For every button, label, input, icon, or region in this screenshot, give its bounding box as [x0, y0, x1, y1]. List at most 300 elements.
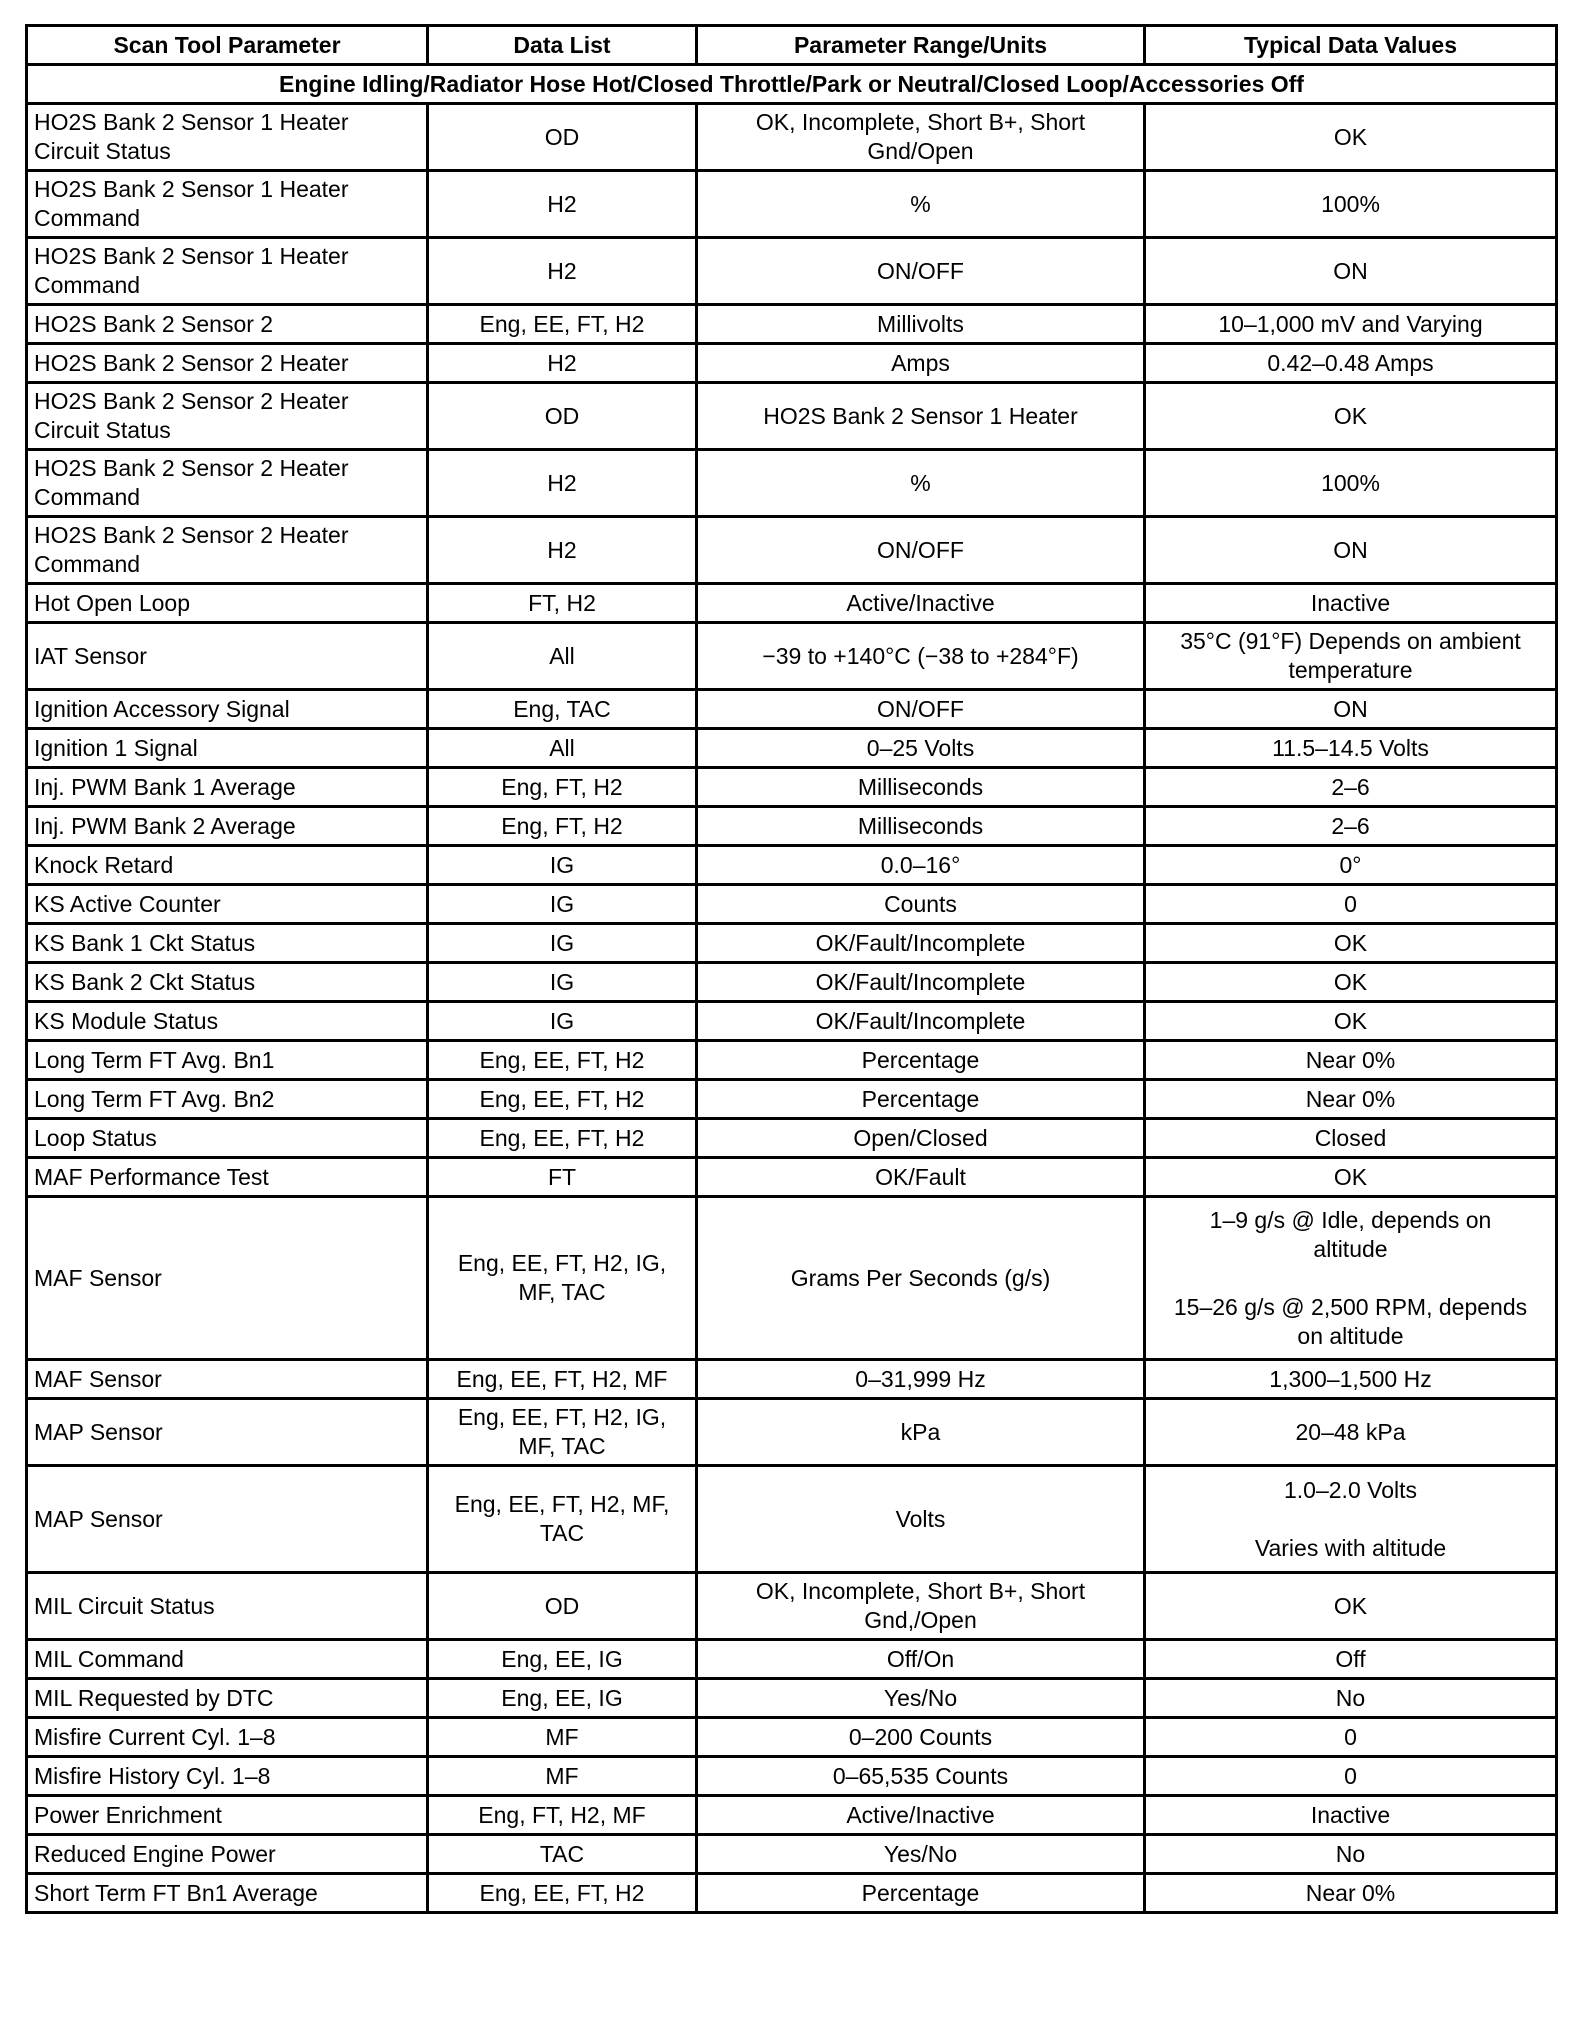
cell-text: Command [34, 272, 141, 298]
cell-text: Eng, EE, FT, H2 [479, 1124, 645, 1151]
cell-text: HO2S Bank 2 Sensor 2 Heater [34, 455, 349, 481]
cell-text: 1.0–2.0 Volts [1284, 1476, 1417, 1503]
header-row [27, 26, 1557, 65]
cell-text: 0–31,999 Hz [855, 1365, 986, 1392]
cell-text: OK [1333, 1007, 1368, 1034]
cell-text: Grams Per Seconds (g/s) [790, 1264, 1051, 1291]
data-list-cell [428, 1573, 697, 1640]
cell-text: Circuit Status [34, 138, 171, 164]
cell-text: Reduced Engine Power [34, 1840, 276, 1867]
cell-text: −39 to +140°C (−38 to +284°F) [762, 642, 1079, 669]
data-list-cell [428, 383, 697, 450]
typical-value-cell [1145, 1197, 1557, 1360]
line-gap [1152, 1264, 1549, 1293]
parameter-cell [27, 171, 428, 238]
cell-text: Eng, EE, FT, H2, IG, [457, 1250, 667, 1276]
table-row [27, 768, 1557, 807]
data-list-cell [428, 1002, 697, 1041]
cell-text: FT, H2 [528, 589, 596, 616]
data-list-cell [428, 1718, 697, 1757]
cell-text: Closed [1314, 1124, 1387, 1151]
range-units-cell [697, 807, 1145, 846]
table-row [27, 383, 1557, 450]
parameter-cell [27, 885, 428, 924]
typical-value-cell [1145, 924, 1557, 963]
cell-text: Yes/No [883, 1840, 958, 1867]
data-list-cell [428, 1119, 697, 1158]
cell-text: HO2S Bank 2 Sensor 1 Heater [34, 109, 349, 135]
cell-text: Eng, EE, FT, H2 [479, 1085, 645, 1112]
range-units-cell [697, 1757, 1145, 1796]
cell-text: Percentage [861, 1046, 980, 1073]
parameter-cell [27, 1360, 428, 1399]
cell-text: 15–26 g/s @ 2,500 RPM, depends [1173, 1293, 1528, 1320]
parameter-cell [27, 1197, 428, 1360]
table-row [27, 450, 1557, 517]
table-row [27, 1360, 1557, 1399]
parameter-cell [27, 1041, 428, 1080]
typical-value-cell [1145, 1679, 1557, 1718]
cell-text: Gnd/Open [867, 138, 974, 164]
cell-text: FT [547, 1163, 577, 1190]
parameter-cell [27, 383, 428, 450]
typical-value-cell [1145, 1835, 1557, 1874]
parameter-cell [27, 963, 428, 1002]
cell-text: Milliseconds [857, 773, 984, 800]
cell-text: 0° [1339, 851, 1362, 878]
cell-text: All [549, 642, 575, 669]
cell-text: Near 0% [1305, 1046, 1396, 1073]
parameter-cell [27, 1679, 428, 1718]
parameter-cell [27, 305, 428, 344]
table-row [27, 1080, 1557, 1119]
cell-text: Millivolts [877, 310, 964, 337]
range-units-cell [697, 1835, 1145, 1874]
cell-text: 100% [1321, 190, 1380, 217]
parameter-cell [27, 1466, 428, 1573]
range-units-cell [697, 963, 1145, 1002]
data-list-cell [428, 924, 697, 963]
cell-text: 35°C (91°F) Depends on ambient [1180, 628, 1521, 654]
cell-text: ON/OFF [877, 257, 964, 284]
typical-value-cell [1145, 1399, 1557, 1466]
cell-text: Eng, EE, IG [501, 1645, 623, 1672]
cell-text: MIL Circuit Status [34, 1592, 215, 1619]
range-units-cell [697, 584, 1145, 623]
cell-text: Amps [891, 349, 950, 376]
data-list-cell [428, 768, 697, 807]
table-row [27, 1640, 1557, 1679]
parameter-cell [27, 450, 428, 517]
table-row [27, 104, 1557, 171]
cell-text: Eng, EE, FT, H2 [479, 1879, 645, 1906]
cell-text: No [1335, 1684, 1366, 1711]
cell-text: MAP Sensor [34, 1418, 163, 1445]
cell-text: Percentage [861, 1879, 980, 1906]
range-units-cell [697, 885, 1145, 924]
cell-text: Milliseconds [857, 812, 984, 839]
parameter-cell [27, 238, 428, 305]
cell-text: Counts [884, 890, 957, 917]
cell-text: H2 [547, 469, 577, 496]
cell-text: 10–1,000 mV and Varying [1218, 310, 1483, 337]
data-list-cell [428, 885, 697, 924]
data-list-cell [428, 584, 697, 623]
cell-text: Active/Inactive [846, 1801, 995, 1828]
cell-text: MAP Sensor [34, 1505, 163, 1532]
table-row [27, 1158, 1557, 1197]
table-row [27, 690, 1557, 729]
cell-text: OK [1333, 968, 1368, 995]
typical-value-cell [1145, 846, 1557, 885]
cell-text: OK, Incomplete, Short B+, Short [755, 109, 1086, 135]
parameter-cell [27, 1399, 428, 1466]
range-units-cell [697, 1080, 1145, 1119]
range-units-cell [697, 1041, 1145, 1080]
cell-text: Inj. PWM Bank 1 Average [34, 773, 296, 800]
cell-text: Active/Inactive [846, 589, 995, 616]
cell-text: HO2S Bank 2 Sensor 1 Heater [34, 243, 349, 269]
data-list-cell [428, 305, 697, 344]
cell-text: ON [1333, 695, 1368, 722]
cell-text: kPa [900, 1418, 941, 1445]
cell-text: Loop Status [34, 1124, 157, 1151]
range-units-cell [697, 1573, 1145, 1640]
cell-text: OK [1333, 123, 1368, 150]
cell-text: Near 0% [1305, 1085, 1396, 1112]
data-list-cell [428, 729, 697, 768]
data-list-cell [428, 1796, 697, 1835]
range-units-cell [697, 517, 1145, 584]
header-typical-data-values: Typical Data Values [1145, 26, 1557, 65]
table-row [27, 1466, 1557, 1573]
data-list-cell [428, 171, 697, 238]
data-list-cell [428, 238, 697, 305]
cell-text: OK [1333, 1163, 1368, 1190]
data-list-cell [428, 1640, 697, 1679]
range-units-cell [697, 171, 1145, 238]
cell-text: MAF Sensor [34, 1264, 162, 1291]
cell-text: OK/Fault/Incomplete [815, 1007, 1026, 1034]
data-list-cell [428, 690, 697, 729]
cell-text: HO2S Bank 2 Sensor 1 Heater [763, 402, 1078, 429]
cell-text: ON/OFF [877, 536, 964, 563]
data-list-cell [428, 807, 697, 846]
range-units-cell [697, 690, 1145, 729]
cell-text: TAC [539, 1840, 585, 1867]
cell-text: OD [544, 402, 580, 429]
range-units-cell [697, 1679, 1145, 1718]
range-units-cell [697, 768, 1145, 807]
parameter-cell [27, 768, 428, 807]
cell-text: HO2S Bank 2 Sensor 2 [34, 310, 274, 337]
cell-text: Misfire History Cyl. 1–8 [34, 1762, 271, 1789]
parameter-cell [27, 344, 428, 383]
data-list-cell [428, 963, 697, 1002]
cell-text: Gnd,/Open [864, 1607, 977, 1633]
cell-text: HO2S Bank 2 Sensor 2 Heater [34, 349, 349, 376]
cell-text: 2–6 [1331, 812, 1370, 839]
parameter-cell [27, 1835, 428, 1874]
cell-text: % [910, 469, 931, 496]
typical-value-cell [1145, 1360, 1557, 1399]
cell-text: Inj. PWM Bank 2 Average [34, 812, 296, 839]
parameter-cell [27, 729, 428, 768]
typical-value-cell [1145, 104, 1557, 171]
cell-text: Eng, EE, IG [501, 1684, 623, 1711]
cell-text: Eng, EE, FT, H2 [479, 310, 645, 337]
typical-value-cell [1145, 623, 1557, 690]
range-units-cell [697, 1718, 1145, 1757]
cell-text: Knock Retard [34, 851, 174, 878]
cell-text: No [1335, 1840, 1366, 1867]
range-units-cell [697, 846, 1145, 885]
typical-value-cell [1145, 963, 1557, 1002]
cell-text: 0.42–0.48 Amps [1267, 349, 1434, 376]
typical-value-cell [1145, 807, 1557, 846]
data-list-cell [428, 1757, 697, 1796]
cell-text: KS Module Status [34, 1007, 219, 1034]
cell-text: ON/OFF [877, 695, 964, 722]
parameter-cell [27, 1874, 428, 1913]
cell-text: Near 0% [1305, 1879, 1396, 1906]
cell-text: Long Term FT Avg. Bn1 [34, 1046, 275, 1073]
cell-text: Eng, TAC [513, 695, 611, 722]
table-row [27, 1573, 1557, 1640]
cell-text: Eng, FT, H2 [501, 773, 623, 800]
cell-text: Eng, EE, FT, H2, MF, [454, 1491, 670, 1517]
range-units-cell [697, 623, 1145, 690]
cell-text: on altitude [1297, 1322, 1404, 1349]
header-parameter-range-units: Parameter Range/Units [697, 26, 1145, 65]
cell-text: H2 [547, 536, 577, 563]
cell-text: Circuit Status [34, 417, 171, 443]
cell-text: MF, TAC [518, 1433, 606, 1459]
table-row [27, 807, 1557, 846]
cell-text: Percentage [861, 1085, 980, 1112]
data-list-cell [428, 1360, 697, 1399]
cell-text: altitude [1313, 1235, 1388, 1262]
data-list-cell [428, 623, 697, 690]
cell-text: H2 [547, 349, 577, 376]
range-units-cell [697, 238, 1145, 305]
table-row [27, 584, 1557, 623]
cell-text: TAC [539, 1520, 585, 1546]
cell-text: temperature [1288, 657, 1413, 683]
cell-text: Inactive [1310, 1801, 1391, 1828]
data-list-cell [428, 1399, 697, 1466]
cell-text: ON [1333, 536, 1368, 563]
parameter-cell [27, 690, 428, 729]
range-units-cell [697, 305, 1145, 344]
cell-text: MAF Sensor [34, 1365, 162, 1392]
line-gap [1152, 1505, 1549, 1534]
cell-text: Short Term FT Bn1 Average [34, 1879, 318, 1906]
data-list-cell [428, 1197, 697, 1360]
cell-text: IG [549, 968, 575, 995]
cell-text: IG [549, 929, 575, 956]
range-units-cell [697, 729, 1145, 768]
range-units-cell [697, 1158, 1145, 1197]
parameter-cell [27, 1796, 428, 1835]
cell-text: 0 [1344, 1762, 1357, 1789]
cell-text: IG [549, 851, 575, 878]
cell-text: Off [1335, 1645, 1366, 1672]
cell-text: IG [549, 1007, 575, 1034]
cell-text: MF, TAC [518, 1279, 606, 1305]
data-list-cell [428, 104, 697, 171]
cell-text: MF [545, 1723, 579, 1750]
typical-value-cell [1145, 1573, 1557, 1640]
cell-text: ON [1333, 257, 1368, 284]
cell-text: OK, Incomplete, Short B+, Short [755, 1578, 1086, 1604]
range-units-cell [697, 383, 1145, 450]
cell-text: OD [544, 123, 580, 150]
cell-text: Varies with altitude [1254, 1534, 1447, 1561]
cell-text: KS Bank 2 Ckt Status [34, 968, 256, 995]
cell-text: 2–6 [1331, 773, 1370, 800]
cell-text: Command [34, 484, 141, 510]
parameter-cell [27, 1757, 428, 1796]
table-row [27, 1002, 1557, 1041]
cell-text: 0–25 Volts [866, 734, 975, 761]
range-units-cell [697, 1874, 1145, 1913]
typical-value-cell [1145, 1119, 1557, 1158]
cell-text: Misfire Current Cyl. 1–8 [34, 1723, 276, 1750]
typical-value-cell [1145, 1158, 1557, 1197]
table-row [27, 1757, 1557, 1796]
cell-text: OK/Fault/Incomplete [815, 929, 1026, 956]
header-scan-tool-parameter: Scan Tool Parameter [27, 26, 428, 65]
parameter-cell [27, 1573, 428, 1640]
table-row [27, 623, 1557, 690]
data-list-cell [428, 517, 697, 584]
cell-text: HO2S Bank 2 Sensor 1 Heater [34, 176, 349, 202]
typical-value-cell [1145, 383, 1557, 450]
range-units-cell [697, 344, 1145, 383]
parameter-cell [27, 1718, 428, 1757]
typical-value-cell [1145, 584, 1557, 623]
range-units-cell [697, 104, 1145, 171]
cell-text: All [549, 734, 575, 761]
typical-value-cell [1145, 305, 1557, 344]
range-units-cell [697, 1002, 1145, 1041]
typical-value-cell [1145, 1002, 1557, 1041]
test-condition: Engine Idling/Radiator Hose Hot/Closed Throttle/Park or Neutral/Closed Loop/Accessories Off [27, 65, 1557, 104]
cell-text: 100% [1321, 469, 1380, 496]
typical-value-cell [1145, 450, 1557, 517]
table-row [27, 729, 1557, 768]
table-row [27, 1874, 1557, 1913]
typical-value-cell [1145, 885, 1557, 924]
table-body [27, 65, 1557, 1913]
cell-text: H2 [547, 190, 577, 217]
data-list-cell [428, 1041, 697, 1080]
typical-value-cell [1145, 690, 1557, 729]
cell-text: MAF Performance Test [34, 1163, 269, 1190]
cell-text: Yes/No [883, 1684, 958, 1711]
cell-text: Ignition Accessory Signal [34, 695, 290, 722]
cell-text: HO2S Bank 2 Sensor 2 Heater [34, 388, 349, 414]
cell-text: Hot Open Loop [34, 589, 191, 616]
parameter-cell [27, 807, 428, 846]
cell-text: KS Active Counter [34, 890, 221, 917]
cell-text: OK [1333, 1592, 1368, 1619]
typical-value-cell [1145, 729, 1557, 768]
parameter-cell [27, 924, 428, 963]
typical-value-cell [1145, 1718, 1557, 1757]
cell-text: IG [549, 890, 575, 917]
data-list-cell [428, 344, 697, 383]
cell-text: % [910, 190, 931, 217]
range-units-cell [697, 924, 1145, 963]
typical-value-cell [1145, 1041, 1557, 1080]
cell-text: Command [34, 205, 141, 231]
table-row [27, 171, 1557, 238]
table-row [27, 517, 1557, 584]
table-row [27, 238, 1557, 305]
cell-text: Eng, FT, H2 [501, 812, 623, 839]
typical-value-cell [1145, 344, 1557, 383]
data-list-cell [428, 846, 697, 885]
cell-text: Command [34, 551, 141, 577]
cell-text: OD [544, 1592, 580, 1619]
cell-text: IAT Sensor [34, 642, 147, 669]
cell-text: 11.5–14.5 Volts [1272, 734, 1429, 761]
cell-text: MIL Command [34, 1645, 184, 1672]
range-units-cell [697, 1360, 1145, 1399]
typical-value-cell [1145, 1640, 1557, 1679]
typical-value-cell [1145, 1796, 1557, 1835]
table-row [27, 1796, 1557, 1835]
cell-text: Eng, FT, H2, MF [478, 1801, 646, 1828]
range-units-cell [697, 1399, 1145, 1466]
cell-text: 1,300–1,500 Hz [1269, 1365, 1432, 1392]
data-list-cell [428, 1835, 697, 1874]
cell-text: 20–48 kPa [1295, 1418, 1406, 1445]
cell-text: 1–9 g/s @ Idle, depends on [1209, 1206, 1492, 1233]
typical-value-cell [1145, 1757, 1557, 1796]
cell-text: 0.0–16° [880, 851, 961, 878]
cell-text: OK [1333, 929, 1368, 956]
table-row [27, 1679, 1557, 1718]
range-units-cell [697, 1466, 1145, 1573]
cell-text: Eng, EE, FT, H2, MF [456, 1365, 668, 1392]
typical-value-cell [1145, 768, 1557, 807]
parameter-cell [27, 104, 428, 171]
table-row [27, 1197, 1557, 1360]
range-units-cell [697, 1197, 1145, 1360]
data-list-cell [428, 1080, 697, 1119]
table-row [27, 963, 1557, 1002]
typical-value-cell [1145, 1466, 1557, 1573]
cell-text: H2 [547, 257, 577, 284]
scan-tool-data-table [25, 24, 1558, 1914]
cell-text: Eng, EE, FT, H2, IG, [457, 1404, 667, 1430]
range-units-cell [697, 1796, 1145, 1835]
cell-text: 0 [1344, 1723, 1357, 1750]
table-row [27, 846, 1557, 885]
cell-text: Eng, EE, FT, H2 [479, 1046, 645, 1073]
range-units-cell [697, 1640, 1145, 1679]
table-row [27, 1041, 1557, 1080]
range-units-cell [697, 450, 1145, 517]
parameter-cell [27, 1640, 428, 1679]
typical-value-cell [1145, 171, 1557, 238]
condition-row [27, 65, 1557, 104]
parameter-cell [27, 1080, 428, 1119]
range-units-cell [697, 1119, 1145, 1158]
